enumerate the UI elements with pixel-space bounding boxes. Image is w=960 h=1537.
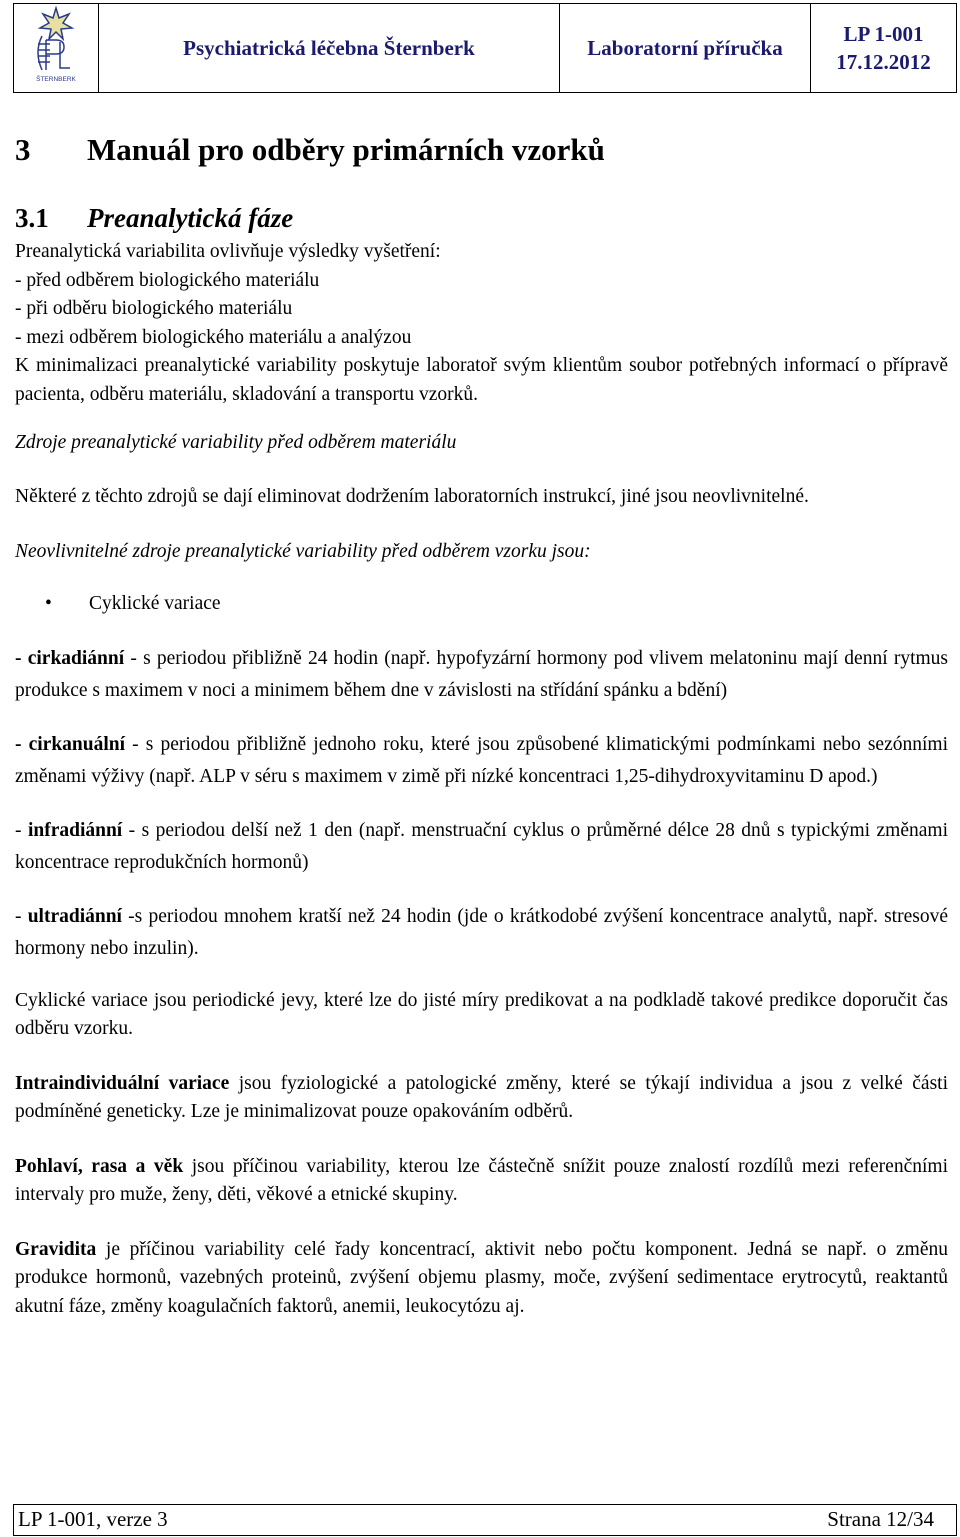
intro-paragraph: K minimalizaci preanalytické variability poskytuje laboratoř svým klientům soubor potřebných informací o přípravě pacienta, odběru materiálu, skladování a transportu vzorků.: [15, 355, 948, 405]
cyclic-summary: Cyklické variace jsou periodické jevy, které lze do jisté míry predikovat a na podkladě takové predikce doporučit čas odběru vzorku.: [15, 989, 948, 1039]
circadian-paragraph: [15, 643, 948, 707]
chapter-number: 3: [15, 132, 31, 167]
intraindividual-term: Intraindividuální variace: [15, 1072, 230, 1094]
infradian-term: infradiánní: [27, 819, 123, 841]
intraindividual-paragraph: [15, 1070, 948, 1127]
intro-line-2: - před odběrem biologického materiálu: [15, 269, 320, 291]
circannual-term: - cirkanuální: [15, 733, 126, 755]
circadian-text: - s periodou přibližně 24 hodin (např. hypofyzární hormony pod vlivem melatoninu mají denní rytmus produkce s maximem v noci a minimem během dne v závislosti na střídání spánku a bdění): [15, 647, 948, 701]
pregnancy-text: je příčinou variability celé řady koncentrací, aktivit nebo počtu komponent. Jedná se např. o změnu produkce hormonů, vazebných proteinů, zvýšení objemu plasmy, moče, zvýšení sedimentace erytrocytů, reaktantů akutní fáze, změny koagulačních faktorů, anemii, leukocytózu aj.: [15, 1238, 948, 1317]
infradian-text: - s periodou delší než 1 den (např. menstruační cyklus o průměrné délce 28 dnů s typickými změnami koncentrace reprodukčních hormonů): [15, 819, 948, 873]
document-id: LP 1-001: [843, 22, 924, 46]
logo-caption: ŠTERNBERK: [36, 75, 76, 83]
chapter-title: Manuál pro odběry primárních vzorků: [87, 132, 605, 167]
logo-cell: [14, 4, 99, 93]
sources-heading: Zdroje preanalytické variability před odběrem materiálu: [15, 432, 457, 453]
circadian-term: - cirkadiánní: [15, 647, 125, 669]
page-footer: [13, 1504, 957, 1536]
infradian-prefix: -: [15, 819, 28, 841]
footer-version: LP 1-001, verze 3: [18, 1507, 168, 1531]
circannual-text: - s periodou přibližně jednoho roku, které jsou způsobené klimatickými podmínkami nebo sezónními změnami výživy (např. ALP v séru s maximem v zimě při nízké koncentraci 1,25-dihydroxyvitaminu D apod.): [15, 733, 948, 787]
doc-id-cell: [811, 4, 957, 93]
footer-page-number: Strana 12/34: [827, 1507, 934, 1531]
hospital-logo: [26, 6, 86, 86]
sex-race-age-term: Pohlaví, rasa a věk: [15, 1155, 184, 1177]
nonmodifiable-heading: Neovlivnitelné zdroje preanalytické variability před odběrem vzorku jsou:: [15, 540, 591, 562]
ultradian-term: ultradiánní: [27, 905, 122, 927]
ultradian-paragraph: [15, 901, 948, 965]
page-content: [15, 130, 948, 1321]
bullet-icon: •: [45, 593, 52, 614]
bullet-text: Cyklické variace: [89, 593, 221, 614]
intro-line-1: Preanalytická variabilita ovlivňuje výsledky vyšetření:: [15, 241, 441, 262]
intro-line-3: - při odběru biologického materiálu: [15, 298, 293, 319]
infradian-paragraph: [15, 815, 948, 879]
section-title: Preanalytická fáze: [87, 203, 294, 233]
sex-race-age-text: jsou příčinou variability, kterou lze částečně snížit pouze znalostí rozdílů mezi referenčními intervaly pro muže, ženy, děti, věkové a etnické skupiny.: [15, 1155, 948, 1205]
chapter-heading: [15, 130, 948, 170]
pregnancy-paragraph: [15, 1236, 948, 1322]
document-date: 17.12.2012: [836, 50, 931, 74]
ultradian-prefix: -: [15, 905, 28, 927]
sex-race-age-paragraph: [15, 1153, 948, 1210]
sources-text: Některé z těchto zdrojů se dají eliminovat dodržením laboratorních instrukcí, jiné jsou neovlivnitelné.: [15, 485, 809, 507]
section-number: 3.1: [15, 203, 49, 233]
ultradian-text: -s periodou mnohem kratší než 24 hodin (jde o krátkodobé zvýšení koncentrace analytů, např. stresové hormony nebo inzulin).: [15, 905, 948, 959]
page-header: [13, 3, 957, 93]
organization-name: Psychiatrická léčebna Šternberk: [99, 4, 560, 93]
bullet-cyclic-variations: [45, 590, 948, 619]
section-heading: [15, 200, 948, 236]
intro-line-4: - mezi odběrem biologického materiálu a analýzou: [15, 326, 412, 348]
circannual-paragraph: [15, 729, 948, 793]
pregnancy-term: Gravidita: [15, 1238, 97, 1260]
intraindividual-text: jsou fyziologické a patologické změny, které se týkají individua a jsou z velké části podmíněné geneticky. Lze je minimalizovat pouze opakováním odběrů.: [15, 1072, 948, 1122]
manual-title: Laboratorní příručka: [560, 4, 811, 93]
